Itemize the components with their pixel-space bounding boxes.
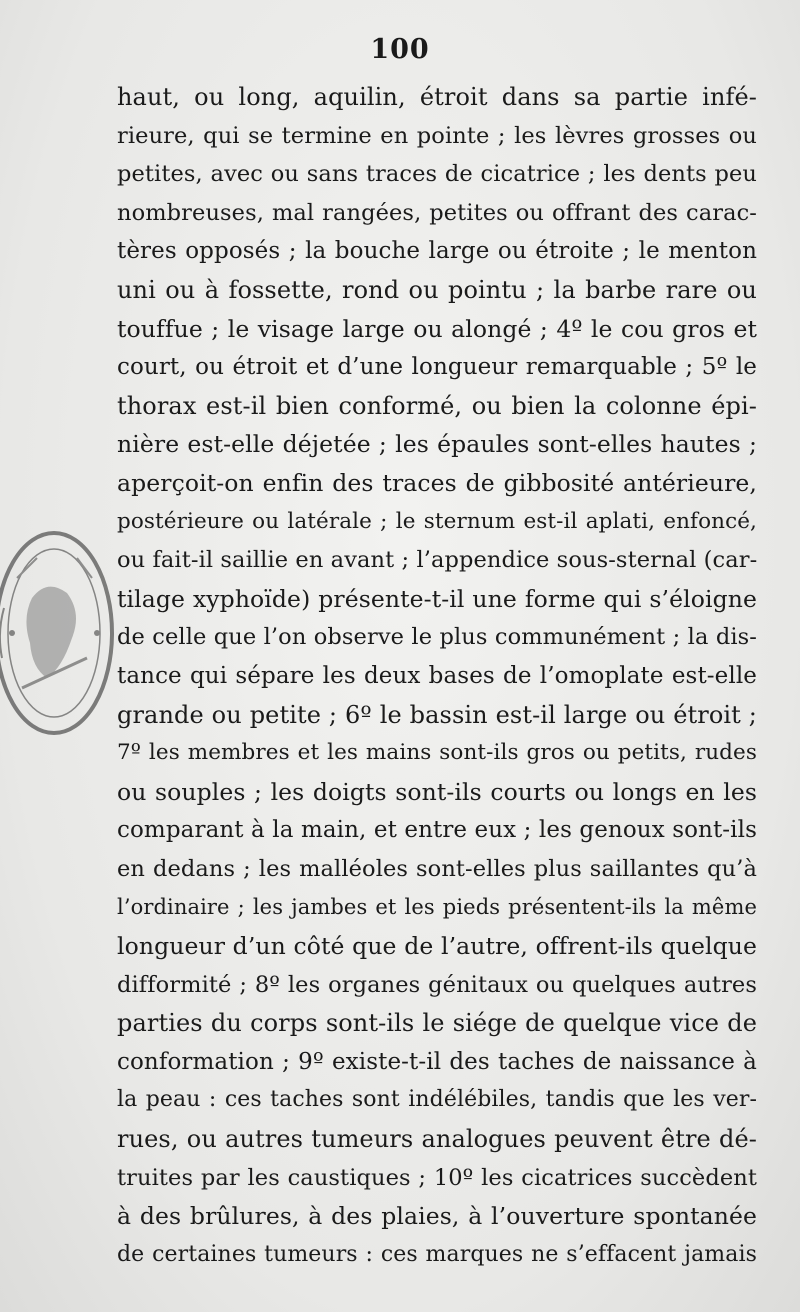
text-line: parties du corps sont-ils le siége de quelque vice de — [117, 1009, 757, 1038]
text-line: l’ordinaire ; les jambes et les pieds présentent-ils la même — [117, 895, 757, 920]
text-line: postérieure ou latérale ; le sternum est-il aplati, enfoncé, — [117, 508, 757, 534]
text-line: 7º les membres et les mains sont-ils gros ou petits, rudes — [117, 740, 757, 766]
text-line: ou fait-il saillie en avant ; l’appendice sous-sternal (car- — [117, 547, 758, 574]
text-line: rieure, qui se termine en pointe ; les lèvres grosses ou — [117, 122, 757, 149]
text-line: ou souples ; les doigts sont-ils courts ou longs en les — [117, 777, 757, 806]
text-line: de celle que l’on observe le plus communément ; la dis- — [117, 624, 757, 651]
text-line: petites, avec ou sans traces de cicatrice ; les dents peu — [117, 161, 757, 188]
text-line: nière est-elle déjetée ; les épaules sont-elles hautes ; — [117, 430, 757, 459]
text-line: tilage xyphoïde) présente-t-il une forme qui s’éloigne — [117, 584, 757, 613]
text-line: conformation ; 9º existe-t-il des taches de naissance à — [117, 1048, 757, 1075]
text-line: court, ou étroit et d’une longueur remarquable ; 5º le — [117, 354, 757, 381]
text-line: haut, ou long, aquilin, étroit dans sa partie infé- — [117, 83, 757, 111]
text-line: touffue ; le visage large ou alongé ; 4º le cou gros et — [117, 314, 757, 343]
text-line: uni ou à fossette, rond ou pointu ; la barbe rare ou — [117, 275, 757, 304]
text-line: thorax est-il bien conformé, ou bien la colonne épi- — [117, 391, 757, 420]
text-line: longueur d’un côté que de l’autre, offrent-ils quelque — [117, 932, 757, 961]
text-line: truites par les caustiques ; 10º les cicatrices succèdent — [117, 1164, 757, 1191]
text-line: comparant à la main, et entre eux ; les genoux sont-ils — [117, 817, 757, 844]
body-text — [117, 78, 757, 1274]
text-line: rues, ou autres tumeurs analogues peuvent être dé- — [117, 1125, 757, 1154]
text-line: de certaines tumeurs : ces marques ne s’effacent jamais — [117, 1241, 757, 1267]
text-line: tance qui sépare les deux bases de l’omoplate est-elle — [117, 662, 757, 689]
text-line: en dedans ; les malléoles sont-elles plus saillantes qu’à — [117, 855, 757, 882]
text-line: aperçoit-on enfin des traces de gibbosité antérieure, — [117, 468, 757, 497]
text-line: tères opposés ; la bouche large ou étroite ; le menton — [117, 238, 757, 265]
text-line: à des brûlures, à des plaies, à l’ouverture spontanée — [117, 1202, 757, 1231]
text-line: la peau : ces taches sont indélébiles, tandis que les ver- — [117, 1087, 757, 1113]
library-stamp — [0, 518, 127, 748]
page-number: 100 — [370, 34, 430, 65]
text-line: nombreuses, mal rangées, petites ou offrant des carac- — [117, 199, 757, 226]
text-line: difformité ; 8º les organes génitaux ou quelques autres — [117, 971, 757, 998]
text-line: grande ou petite ; 6º le bassin est-il large ou étroit ; — [117, 700, 757, 729]
